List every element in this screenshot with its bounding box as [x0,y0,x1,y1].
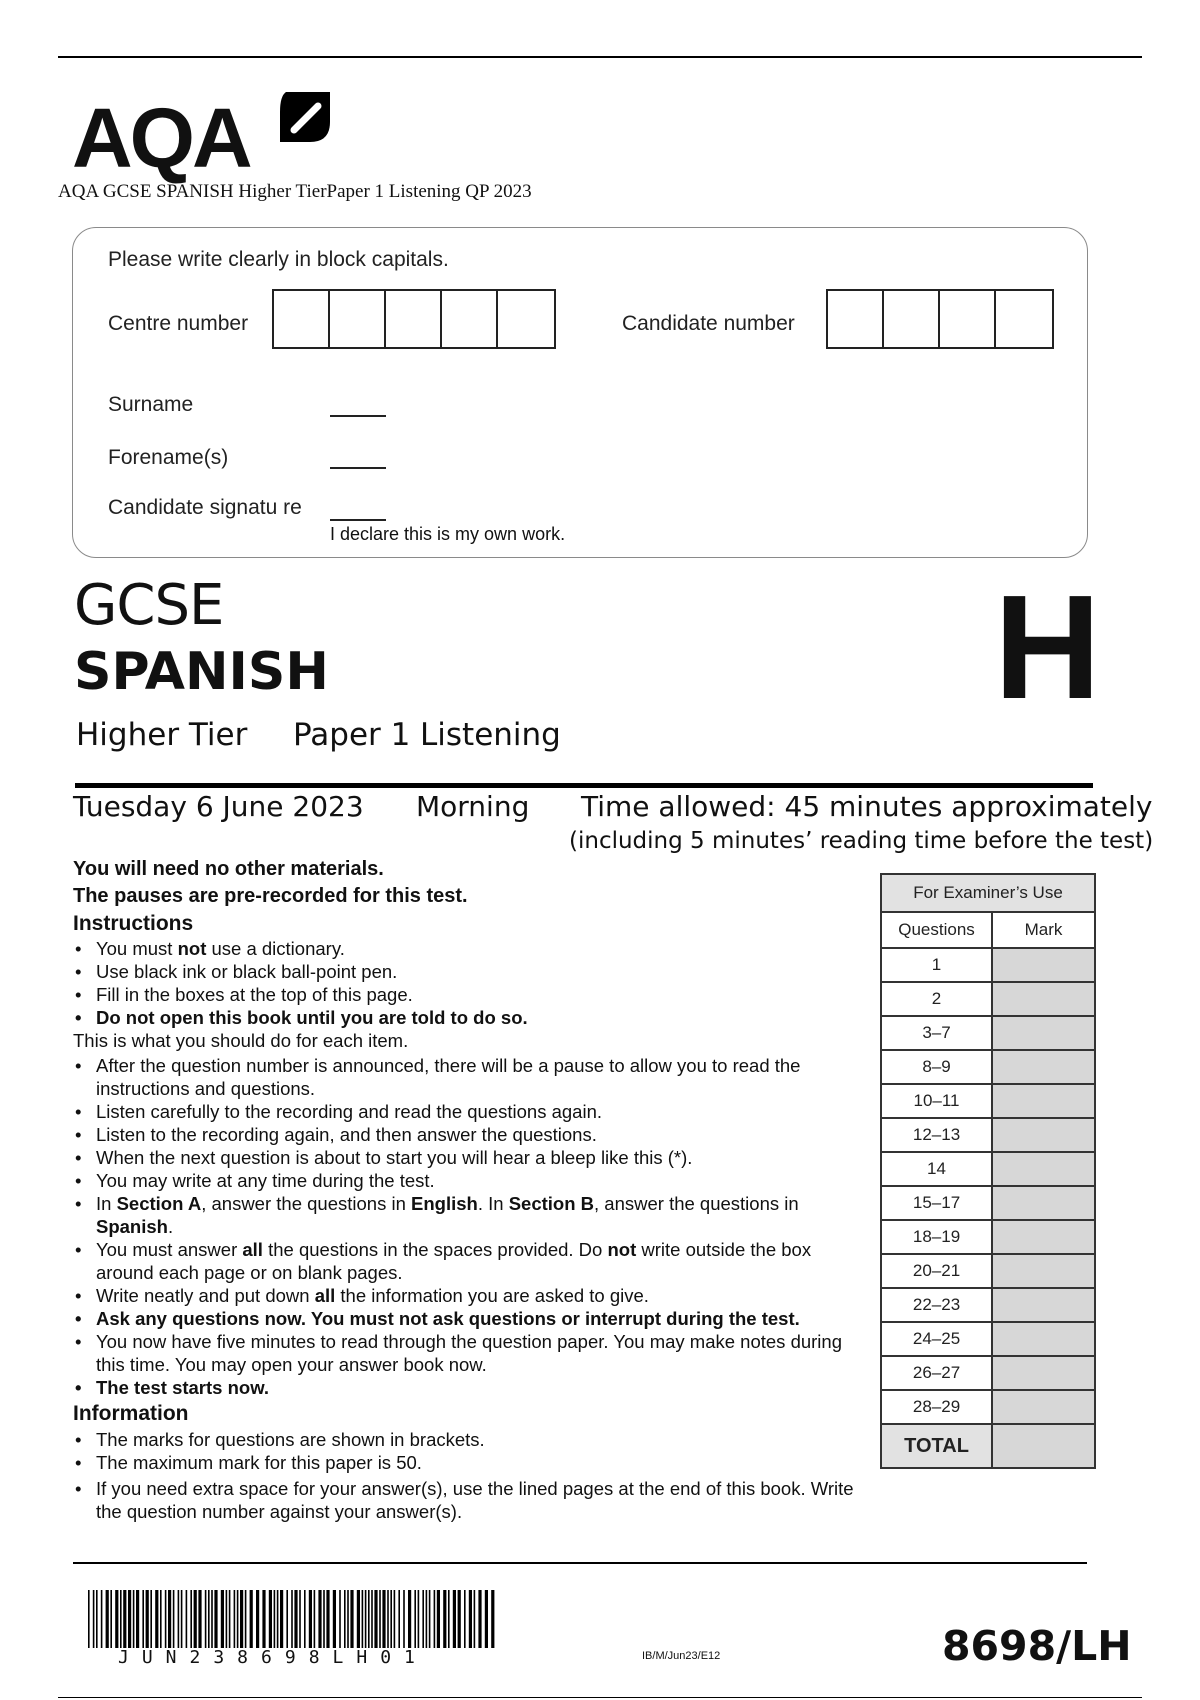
mark-cell[interactable] [992,1152,1095,1186]
digit-box[interactable] [498,291,554,347]
question-range-cell: 8–9 [881,1050,992,1084]
footer-rule [73,1562,1087,1564]
examiner-table-row [881,948,1095,982]
forenames-field[interactable] [330,467,386,469]
mark-cell[interactable] [992,1084,1095,1118]
paper-component: Listening [420,717,561,753]
surname-label: Surname [108,393,194,416]
mark-column-header: Mark [992,912,1095,948]
question-range-cell: 14 [881,1152,992,1186]
instructions-list-b [73,1054,873,1399]
examiner-table-row [881,1152,1095,1186]
each-item-line: This is what you should do for each item. [73,1030,409,1051]
tier-letter: H [994,565,1101,730]
list-item: • Do not open this book until you are told to do so. [73,1006,873,1029]
top-rule [58,56,1142,58]
total-mark-cell[interactable] [992,1424,1095,1468]
list-item: • The maximum mark for this paper is 50. [73,1451,873,1474]
mark-cell[interactable] [992,1050,1095,1084]
examiner-table-row [881,1254,1095,1288]
block-capitals-instruction: Please write clearly in block capitals. [108,248,449,271]
question-range-cell: 20–21 [881,1254,992,1288]
examiner-table-row [881,1186,1095,1220]
list-item: • You now have five minutes to read through the question paper. You may make notes during this time. You may open your answer book now. [73,1330,873,1376]
list-item: • When the next question is about to start you will hear a bleep like this (*). [73,1146,873,1169]
pauses-line: The pauses are pre-recorded for this test. [73,885,468,907]
qualification-title: GCSE [74,573,224,638]
examiner-use-table [880,873,1096,1469]
mark-cell[interactable] [992,982,1095,1016]
signature-field[interactable] [330,519,386,521]
question-range-cell: 24–25 [881,1322,992,1356]
examiner-table-row [881,1016,1095,1050]
subject-title: SPANISH [74,642,329,702]
digit-box[interactable] [828,291,884,347]
centre-number-label: Centre number [108,312,249,335]
materials-line: You will need no other materials. [73,858,384,880]
mark-cell[interactable] [992,1356,1095,1390]
mark-cell[interactable] [992,1186,1095,1220]
question-range-cell: 26–27 [881,1356,992,1390]
time-allowed: Time allowed: 45 minutes approximately [581,790,1153,823]
examiner-table-row [881,1288,1095,1322]
mark-cell[interactable] [992,1322,1095,1356]
question-range-cell: 15–17 [881,1186,992,1220]
question-range-cell: 3–7 [881,1016,992,1050]
bottom-rule [58,1697,1142,1698]
question-range-cell: 2 [881,982,992,1016]
list-item: • After the question number is announced, there will be a pause to allow you to read the instructions and questions. [73,1054,873,1100]
instructions-list-a [73,937,873,1029]
examiner-table-rows [881,948,1095,1424]
list-item: • You may write at any time during the test. [73,1169,873,1192]
question-range-cell: 10–11 [881,1084,992,1118]
paper-number: Paper 1 [293,717,411,753]
declaration-text: I declare this is my own work. [330,524,566,544]
information-list [73,1428,873,1523]
document-reference: IB/M/Jun23/E12 [642,1650,721,1662]
forenames-label: Forename(s) [108,446,229,469]
signature-label: Candidate signatu re [108,496,302,519]
instructions-heading: Instructions [73,912,194,935]
aqa-logo: AQA [72,91,250,185]
digit-box[interactable] [386,291,442,347]
candidate-number-field[interactable] [826,289,1054,349]
list-item: • The test starts now. [73,1376,873,1399]
mark-cell[interactable] [992,1118,1095,1152]
examiner-table-row [881,1118,1095,1152]
examiner-table-row [881,1322,1095,1356]
question-range-cell: 28–29 [881,1390,992,1424]
reading-time: (including 5 minutes’ reading time before the test) [569,828,1154,854]
digit-box[interactable] [884,291,940,347]
tier-name: Higher Tier [76,717,248,753]
mark-cell[interactable] [992,1288,1095,1322]
list-item: • Listen carefully to the recording and read the questions again. [73,1100,873,1123]
digit-box[interactable] [442,291,498,347]
list-item: • You must not use a dictionary. [73,937,873,960]
examiner-table-row [881,982,1095,1016]
mark-cell[interactable] [992,1220,1095,1254]
examiner-table-row [881,1084,1095,1118]
title-rule [75,783,1093,788]
question-range-cell: 18–19 [881,1220,992,1254]
exam-session: Morning [416,790,530,823]
list-item: • Ask any questions now. You must not ask questions or interrupt during the test. [73,1307,873,1330]
examiner-table-row [881,1050,1095,1084]
total-label: TOTAL [881,1424,992,1468]
question-range-cell: 22–23 [881,1288,992,1322]
examiner-table-row [881,1356,1095,1390]
digit-box[interactable] [996,291,1052,347]
list-item: • In Section A, answer the questions in English. In Section B, answer the questions in Spanish. [73,1192,873,1238]
list-item: • Use black ink or black ball-point pen. [73,960,873,983]
questions-column-header: Questions [881,912,992,948]
examiner-table-title: For Examiner’s Use [881,874,1095,912]
digit-box[interactable] [940,291,996,347]
digit-box[interactable] [330,291,386,347]
mark-cell[interactable] [992,1254,1095,1288]
centre-number-field[interactable] [272,289,556,349]
list-item: • Fill in the boxes at the top of this page. [73,983,873,1006]
digit-box[interactable] [274,291,330,347]
information-heading: Information [73,1402,189,1425]
list-item: • You must answer all the questions in the spaces provided. Do not write outside the box around each page or on blank pages. [73,1238,873,1284]
mark-cell[interactable] [992,1390,1095,1424]
barcode [88,1590,500,1648]
examiner-table-row [881,1390,1095,1424]
list-item: • Listen to the recording again, and then answer the questions. [73,1123,873,1146]
list-item: • The marks for questions are shown in brackets. [73,1428,873,1451]
exam-date: Tuesday 6 June 2023 [73,790,364,823]
document-subtitle: AQA GCSE SPANISH Higher TierPaper 1 Listening QP 2023 [58,181,532,202]
paper-code: 8698/LH [942,1622,1132,1670]
aqa-leaf-icon [276,88,334,146]
barcode-text: JUN238698LH01 [118,1647,428,1668]
question-range-cell: 1 [881,948,992,982]
candidate-number-label: Candidate number [622,312,795,335]
question-range-cell: 12–13 [881,1118,992,1152]
mark-cell[interactable] [992,948,1095,982]
mark-cell[interactable] [992,1016,1095,1050]
examiner-table-row [881,1220,1095,1254]
surname-field[interactable] [330,415,386,417]
list-item: • If you need extra space for your answer(s), use the lined pages at the end of this book. Write the question number against your answer(s). [73,1477,873,1523]
list-item: • Write neatly and put down all the information you are asked to give. [73,1284,873,1307]
